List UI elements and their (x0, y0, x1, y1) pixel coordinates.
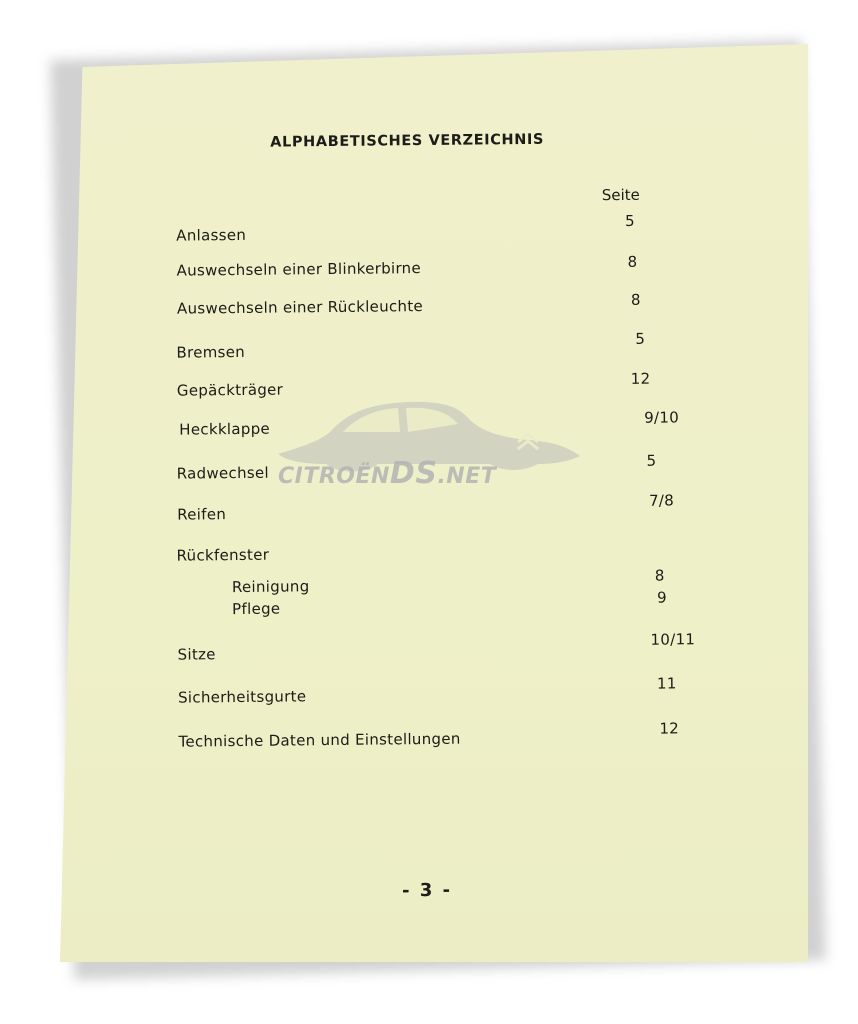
index-entry-page: 12 (659, 719, 680, 738)
index-entry-label: Bremsen (176, 342, 246, 362)
index-entry-page: 5 (624, 211, 636, 230)
index-entry-label: Auswechseln einer Blinkerbirne (176, 259, 422, 280)
index-entry-label: Gepäckträger (176, 380, 284, 400)
index-entry-label: Reifen (177, 505, 227, 524)
index-entry-label: Sicherheitsgurte (177, 687, 307, 707)
watermark-text (278, 456, 496, 491)
index-entry-label: Rückfenster (176, 545, 270, 565)
document-title: ALPHABETISCHES VERZEICHNIS (270, 131, 545, 151)
watermark-suffix: .NET (437, 464, 497, 489)
index-entry-label: Sitze (177, 645, 216, 664)
index-entry-label: Heckklappe (179, 419, 271, 439)
index-entry-page: 5 (635, 329, 646, 348)
index-entry-page: 5 (646, 451, 657, 470)
index-entry-label: Technische Daten und Einstellungen (178, 729, 461, 751)
index-entry-page: 9/10 (644, 408, 680, 427)
index-entry-page: 8 (630, 290, 641, 309)
index-entry-page: 9 (656, 588, 667, 607)
index-entry-page: 8 (627, 252, 638, 271)
watermark-main: DS (389, 456, 438, 491)
page-number: - 3 - (401, 879, 453, 902)
index-entry-label: Auswechseln einer Rückleuchte (176, 297, 424, 318)
index-entry-page: 8 (654, 566, 665, 585)
index-entry-label: Anlassen (176, 225, 247, 245)
page-column-header: Seite (601, 185, 640, 205)
index-entry-page: 11 (656, 674, 677, 693)
index-entry-label: Radwechsel (176, 463, 270, 483)
index-entry-page: 10/11 (650, 630, 696, 649)
index-subentry-label: Reinigung (231, 577, 310, 597)
index-entry-page: 12 (630, 369, 651, 388)
watermark-prefix: CITROËN (278, 464, 390, 489)
index-entry-page: 7/8 (648, 491, 675, 510)
index-subentry-label: Pflege (232, 599, 281, 619)
